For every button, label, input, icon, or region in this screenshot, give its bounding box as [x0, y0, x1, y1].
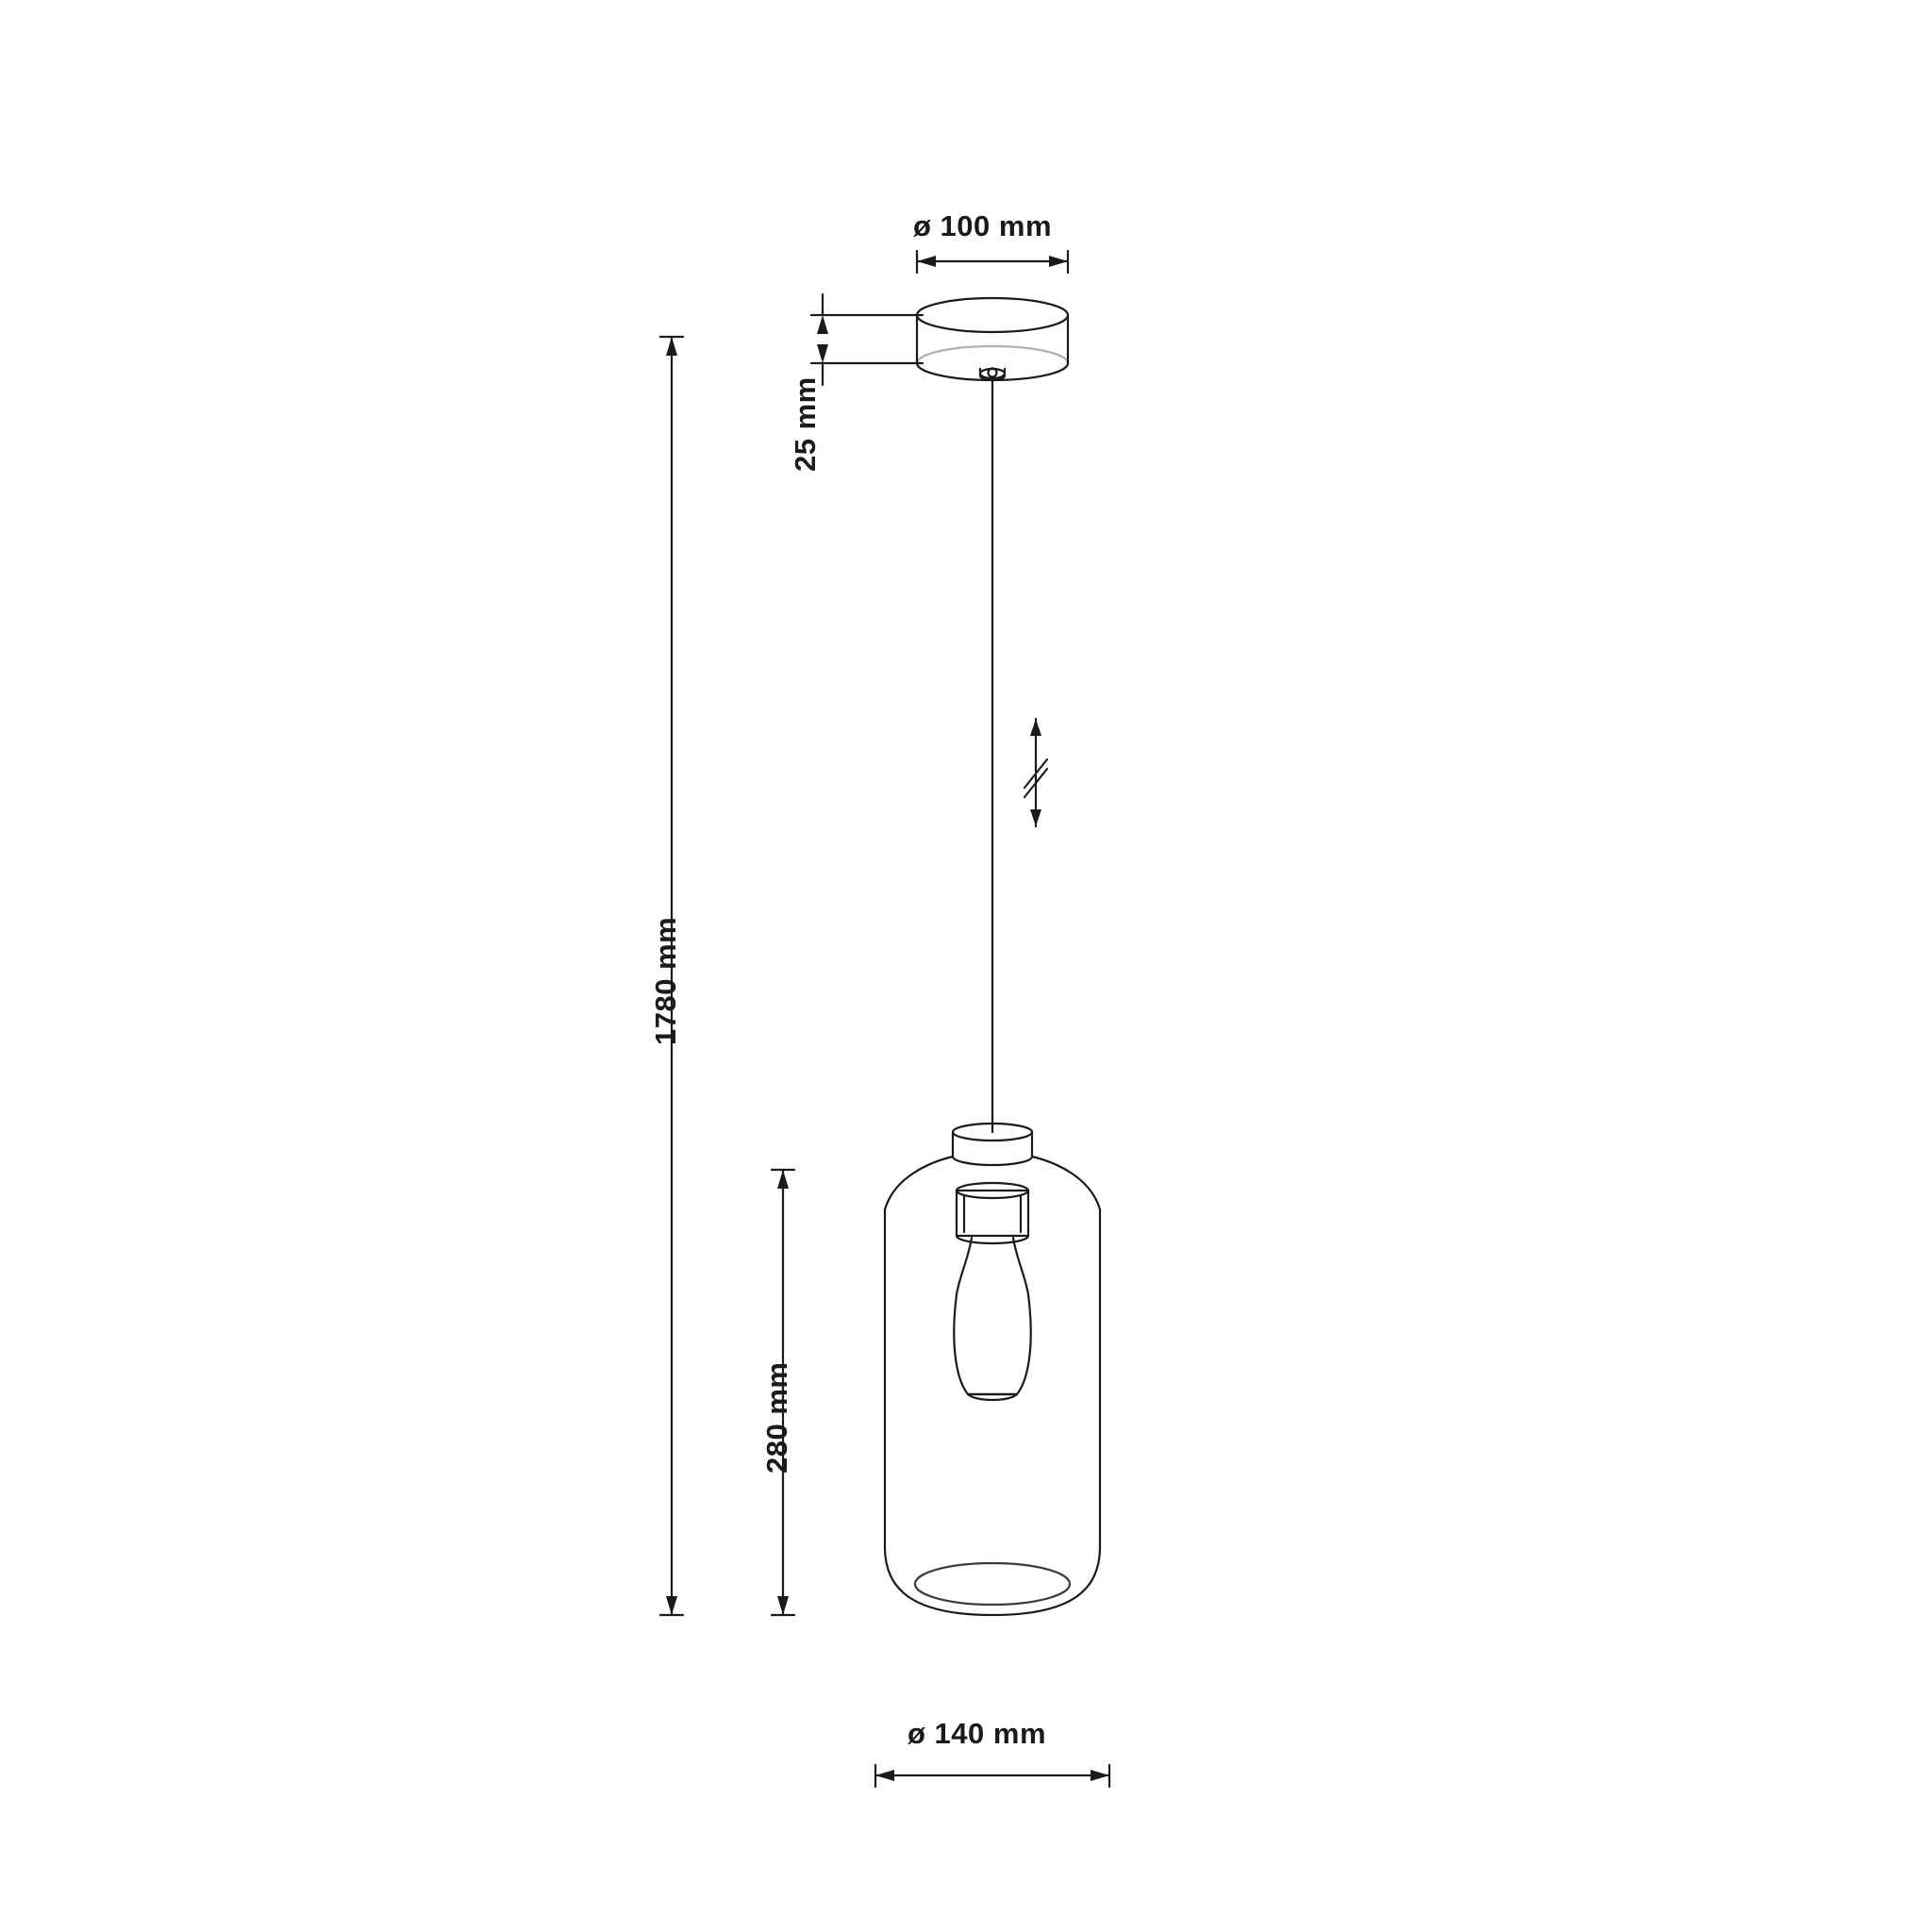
adjustable-cable-symbol — [1024, 719, 1047, 826]
dim-canopy-height-extensions — [811, 294, 923, 385]
dim-shade-diameter — [875, 1765, 1109, 1787]
bulb-and-socket — [954, 1183, 1030, 1400]
dim-label-total-height: 1780 mm — [649, 916, 682, 1045]
dim-canopy-diameter — [917, 251, 1068, 273]
dim-label-canopy-height: 25 mm — [789, 376, 822, 472]
ceiling-canopy — [917, 298, 1068, 380]
dim-label-shade-height: 280 mm — [760, 1361, 793, 1474]
dim-label-canopy-diameter: ø 100 mm — [913, 209, 1053, 242]
dim-label-shade-diameter: ø 140 mm — [908, 1717, 1047, 1750]
